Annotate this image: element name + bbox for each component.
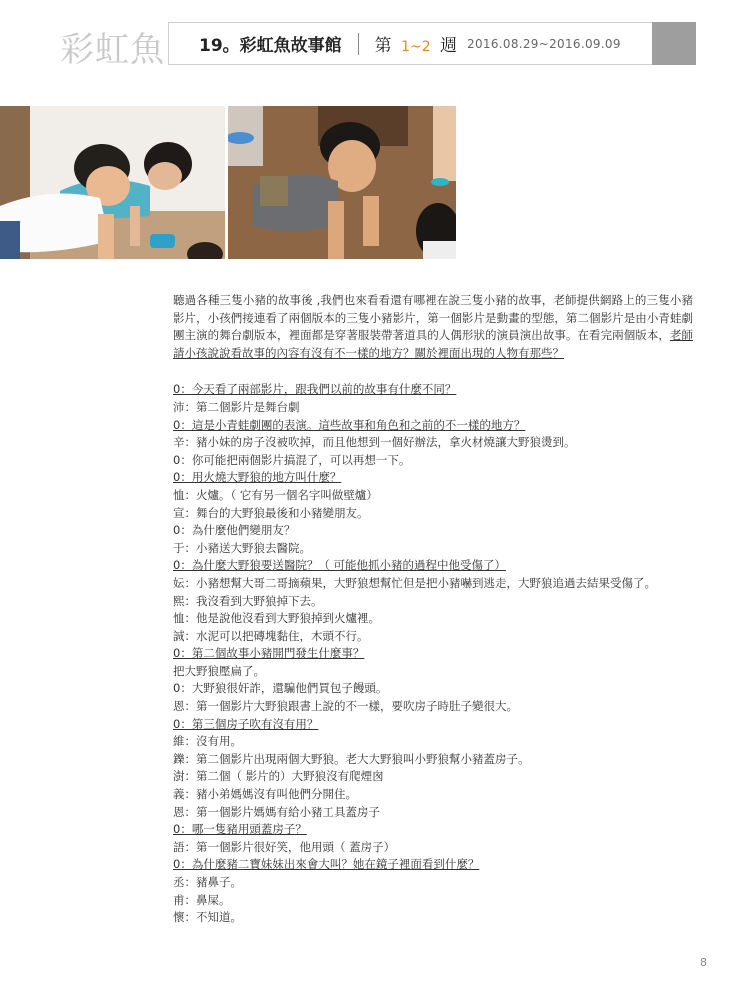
intro-question: 老師請小孩說說看故事的內容有沒有不一樣的地方？關於裡面出現的人物有那些？ [173,328,693,360]
dialogue-list [173,381,693,926]
dialogue-line: 辛：豬小妹的房子沒被吹掉，而且他想到一個好辦法，拿火材燒讓大野狼燙到。 [173,435,576,450]
dialogue-line: 語：第一個影片很好笑，他用頭（ 蓋房子） [173,839,396,854]
photo-boy-crawling-image [228,106,456,259]
page-title: 19。彩虹魚故事館 [199,36,342,56]
photo-children-crawling-image [0,106,225,259]
dialogue-line: 于：小豬送大野狼去醫院。 [173,540,311,555]
dialogue-line: 沛：第二個影片是舞台劇 [173,399,300,414]
dialogue-line: 0：這是小青蛙劇團的表演。這些故事和角色和之前的不一樣的地方？ [173,417,526,432]
dialogue-line: 妘：小豬想幫大哥二哥摘蘋果，大野狼想幫忙但是把小豬嚇到逃走，大野狼追過去結果受傷了。 [173,575,656,590]
dialogue-line: 義：豬小弟媽媽沒有叫他們分開住。 [173,787,357,802]
week-suffix: 週 [440,36,458,56]
dialogue-line: 宣：舞台的大野狼最後和小豬變朋友。 [173,505,369,520]
date-range: 2016.08.29~2016.09.09 [467,36,621,51]
dialogue-line: 鑠：第二個影片出現兩個大野狼。老大大野狼叫小野狼幫小豬蓋房子。 [173,751,530,766]
dialogue-line: 澍：第二個（ 影片的）大野狼沒有爬煙囪 [173,769,384,784]
page-number: 8 [700,956,707,969]
article-body [173,292,693,927]
dialogue-line: 甫：鼻屎。 [173,892,231,907]
photo-boy-crawling [228,106,456,259]
intro-text: 聽過各種三隻小豬的故事後 ,我們也來看看還有哪裡在說三隻小豬的故事，老師提供網路上的三隻小豬影片，小孩們接連看了兩個版本的三隻小豬影片，第一個影片是動畫的型態，第二個影片是由小青蛙劇團主演的舞台劇版本，裡面都是穿著服裝帶著道具的人偶形狀的演員演出故事。在看完兩個版本， [173,293,693,343]
dialogue-line: 0：今天看了兩部影片，跟我們以前的故事有什麼不同？ [173,382,457,397]
dialogue-line: 0：用火燒大野狼的地方叫什麼？ [173,470,342,485]
dialogue-line: 0：第二個故事小豬開門發生什麼事？ [173,646,365,661]
dialogue-line: 懷：不知道。 [173,910,242,925]
dialogue-line: 0：為什麼他們變朋友？ [173,523,296,538]
dialogue-line: 0：你可能把兩個影片搞混了，可以再想一下。 [173,452,411,467]
dialogue-line: 0：第三個房子吹有沒有用？ [173,716,319,731]
dialogue-line: 0：大野狼很奸詐，還騙他們買包子饅頭。 [173,681,388,696]
intro-paragraph [173,292,693,362]
week-prefix: 第 [374,36,392,56]
dialogue-line: 0：為什麼大野狼要送醫院？（ 可能他抓小豬的過程中他受傷了） [173,558,506,573]
header-bar [168,22,652,65]
logo: 彩虹魚 [60,30,165,70]
header-divider [358,33,359,55]
dialogue-line: 恤：火爐。（ 它有另一個名字叫做壁爐） [173,487,378,502]
dialogue-line: 恩：第一個影片大野狼跟書上說的不一樣，要吹房子時肚子變很大。 [173,699,518,714]
dialogue-line: 誠：水泥可以把磚塊黏住，木頭不行。 [173,628,369,643]
dialogue-line: 0：為什麼豬二寶妹妹出來會大叫？她在鏡子裡面看到什麼？ [173,857,480,872]
dialogue-line: 0：哪一隻豬用頭蓋房子？ [173,822,307,837]
dialogue-line: 恤：他是說他沒看到大野狼掉到火爐裡。 [173,611,380,626]
dialogue-line: 維：沒有用。 [173,734,242,749]
week-range: 1~2 [401,39,431,55]
photo-children-crawling [0,106,225,259]
week-label [375,31,457,56]
dialogue-line: 恩：第一個影片媽媽有給小豬工具蓋房子 [173,804,380,819]
header-gray-block [652,22,696,65]
dialogue-line: 把大野狼壓扁了。 [173,663,265,678]
dialogue-line: 熙：我沒看到大野狼掉下去。 [173,593,323,608]
dialogue-line: 丞：豬鼻子。 [173,875,242,889]
